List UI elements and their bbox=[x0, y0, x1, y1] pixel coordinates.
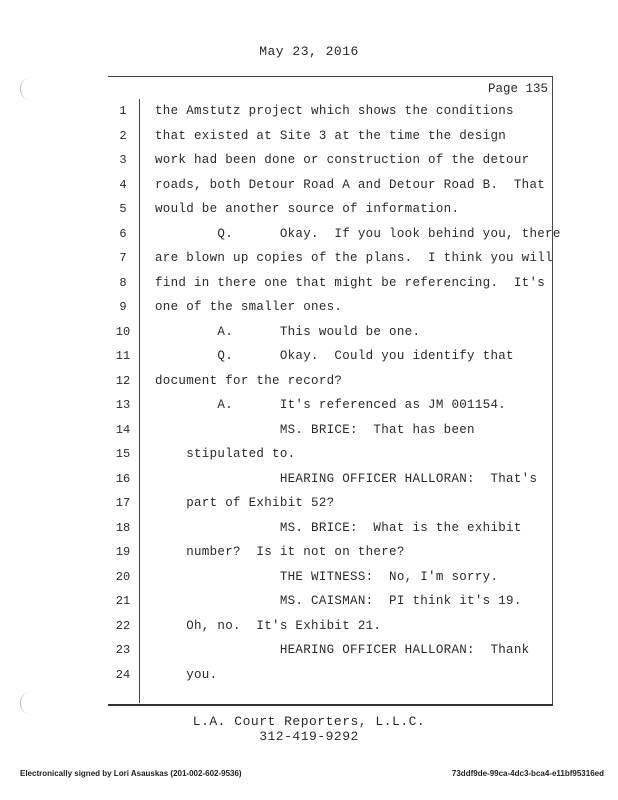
transcript-line-text: Q. Okay. Could you identify that bbox=[155, 349, 514, 363]
transcript-line-text: number? Is it not on there? bbox=[155, 545, 405, 559]
transcript-line-text: THE WITNESS: No, I'm sorry. bbox=[155, 569, 499, 584]
footer-phone: 312-419-9292 bbox=[259, 729, 359, 744]
transcript-line-text: work had been done or construction of the detour bbox=[155, 153, 530, 167]
transcript-line-text: find in there one that might be referencing. It's bbox=[155, 275, 546, 290]
line-number: 3 bbox=[119, 153, 127, 167]
punch-hole-bottom bbox=[20, 692, 39, 714]
line-number: 23 bbox=[115, 643, 131, 657]
punch-hole-top bbox=[20, 78, 39, 100]
line-number: 13 bbox=[115, 398, 131, 412]
header-date: May 23, 2016 bbox=[259, 44, 359, 59]
transcript-line-text: Q. Okay. If you look behind you, there bbox=[155, 226, 561, 241]
line-number: 16 bbox=[115, 471, 131, 486]
line-number: 22 bbox=[115, 618, 131, 633]
line-number: 21 bbox=[115, 594, 131, 608]
line-number: 19 bbox=[115, 545, 131, 559]
transcript-line-text: HEARING OFFICER HALLORAN: Thank bbox=[155, 643, 530, 657]
line-number: 17 bbox=[115, 496, 131, 510]
transcript-line-text: MS. CAISMAN: PI think it's 19. bbox=[155, 594, 522, 608]
transcript-line-text: document for the record? bbox=[155, 373, 343, 388]
transcript-line-text: would be another source of information. bbox=[155, 202, 460, 216]
line-number: 11 bbox=[115, 349, 131, 363]
line-number: 6 bbox=[119, 226, 127, 241]
transcript-line-text: MS. BRICE: That has been bbox=[155, 422, 475, 437]
transcript-line-text: one of the smaller ones. bbox=[155, 300, 343, 314]
transcript-line-text: that existed at Site 3 at the time the design bbox=[155, 128, 507, 143]
electronic-signature-text: Electronically signed by Lori Asauskas (201-002-602-9536) bbox=[20, 769, 242, 778]
line-number: 15 bbox=[115, 447, 131, 461]
line-number: 5 bbox=[119, 202, 127, 216]
line-number-divider bbox=[139, 99, 140, 703]
line-number: 2 bbox=[119, 128, 127, 143]
line-number: 14 bbox=[115, 422, 131, 437]
signature-document-id: 73ddf9de-99ca-4dc3-bca4-e11bf95316ed bbox=[451, 769, 604, 778]
transcript-line-text: A. This would be one. bbox=[155, 324, 421, 339]
line-number: 4 bbox=[119, 177, 127, 192]
transcript-line-text: are blown up copies of the plans. I think you will bbox=[155, 251, 553, 265]
transcript-line-text: A. It's referenced as JM 001154. bbox=[155, 398, 507, 412]
transcript-line-text: the Amstutz project which shows the conditions bbox=[155, 104, 514, 118]
line-number: 7 bbox=[119, 251, 127, 265]
line-number: 12 bbox=[115, 373, 131, 388]
page-number: Page 135 bbox=[487, 82, 548, 96]
line-number: 20 bbox=[115, 569, 131, 584]
transcript-line-text: part of Exhibit 52? bbox=[155, 496, 335, 510]
line-number: 8 bbox=[119, 275, 127, 290]
footer-company: L.A. Court Reporters, L.L.C. bbox=[192, 714, 426, 729]
line-number: 1 bbox=[119, 104, 127, 118]
transcript-line-text: Oh, no. It's Exhibit 21. bbox=[155, 618, 382, 633]
transcript-line-text: roads, both Detour Road A and Detour Road B. That bbox=[155, 177, 546, 192]
line-number: 18 bbox=[115, 520, 131, 535]
line-number: 24 bbox=[115, 667, 131, 682]
line-number: 9 bbox=[119, 300, 127, 314]
transcript-line-text: stipulated to. bbox=[155, 447, 296, 461]
transcript-line-text: you. bbox=[155, 667, 218, 682]
line-number: 10 bbox=[115, 324, 131, 339]
transcript-line-text: MS. BRICE: What is the exhibit bbox=[155, 520, 522, 535]
transcript-line-text: HEARING OFFICER HALLORAN: That's bbox=[155, 471, 538, 486]
